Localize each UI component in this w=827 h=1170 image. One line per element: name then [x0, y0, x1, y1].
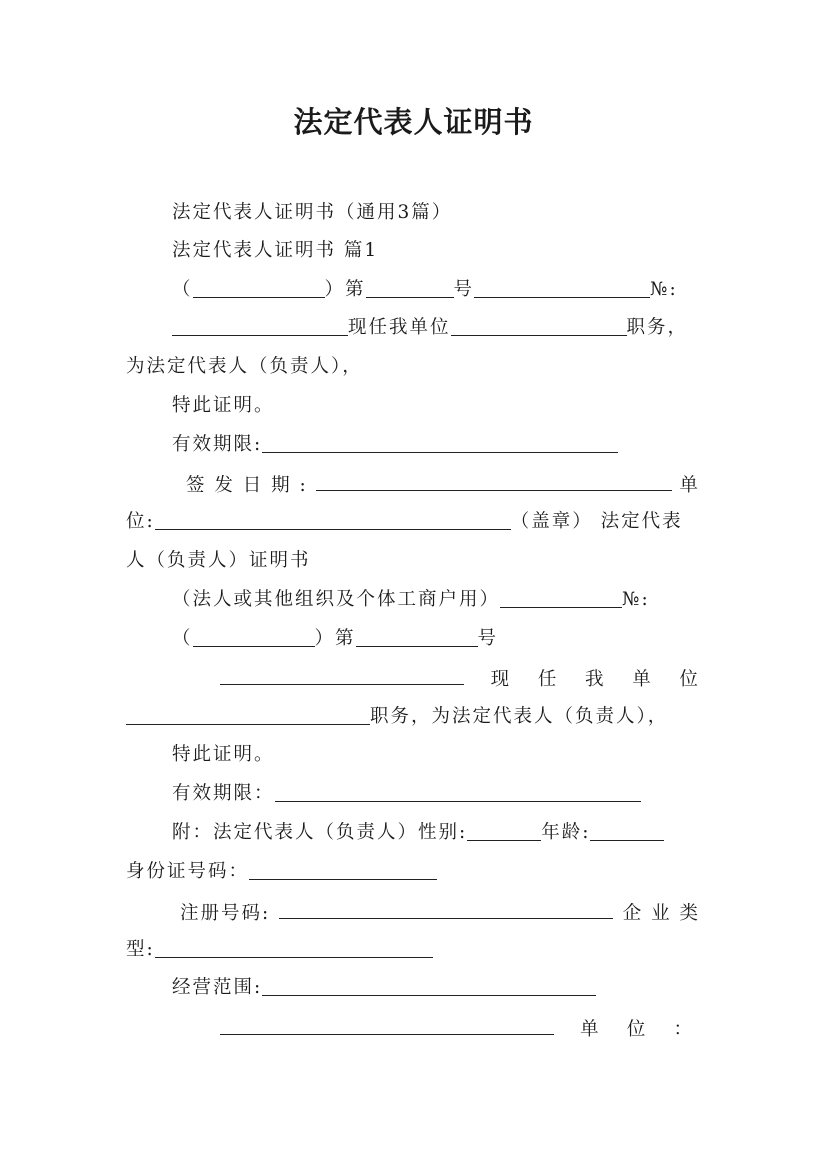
text: №: — [650, 279, 678, 300]
doc-line — [172, 975, 596, 1001]
text: 有效期限: — [172, 434, 263, 455]
doc-line — [220, 664, 700, 693]
text: 位: — [126, 511, 155, 532]
text: 位 — [679, 669, 700, 690]
doc-line — [126, 509, 683, 535]
blank-line — [316, 470, 672, 491]
doc-line — [172, 277, 678, 303]
text: №: — [622, 589, 650, 610]
text: 职务， — [626, 317, 689, 338]
doc-line — [126, 354, 363, 380]
text: 号 — [477, 628, 499, 649]
doc-line — [172, 393, 275, 419]
doc-line — [126, 548, 311, 574]
text: （ — [172, 628, 193, 649]
doc-line — [126, 937, 433, 963]
blank-line — [590, 820, 664, 841]
blank-line — [262, 975, 596, 996]
blank-line — [155, 937, 433, 958]
text: （ — [172, 279, 193, 300]
doc-line — [220, 1014, 694, 1043]
text: （法人或其他组织及个体工商户用） — [172, 589, 501, 610]
doc-line — [172, 742, 275, 768]
doc-line — [172, 200, 452, 226]
blank-line — [474, 277, 650, 298]
text: 特此证明。 — [172, 744, 275, 765]
doc-line — [180, 898, 700, 927]
doc-line — [172, 315, 688, 341]
doc-line — [126, 859, 437, 885]
text: 注册号码: — [180, 903, 271, 924]
text: 年龄: — [541, 822, 591, 843]
blank-line — [262, 432, 618, 453]
text: 人（负责人）证明书 — [126, 550, 311, 571]
text: 现任我单位 — [348, 317, 451, 338]
text: 法定代表人证明书 篇1 — [172, 240, 379, 261]
doc-line — [172, 238, 378, 264]
text: （盖章） 法定代表 — [510, 511, 683, 532]
text: 职务，为法定代表人（负责人）， — [370, 706, 669, 727]
blank-line — [500, 587, 622, 608]
text: 单 — [679, 475, 700, 496]
blank-line — [275, 781, 641, 802]
text: ： — [673, 1019, 694, 1040]
text: 有效期限： — [172, 783, 275, 804]
text: ）第 — [314, 628, 356, 649]
doc-line — [172, 781, 641, 807]
blank-line — [126, 704, 370, 725]
blank-line — [366, 277, 454, 298]
text: 为法定代表人（负责人）， — [126, 356, 363, 377]
blank-line — [467, 820, 541, 841]
blank-line — [172, 315, 348, 336]
text: 企 业 类 — [622, 903, 700, 924]
text: 签 发 日 期 : — [186, 475, 308, 496]
text: 我 — [585, 669, 606, 690]
doc-line — [172, 626, 498, 652]
text: 身份证号码： — [126, 861, 250, 882]
blank-line — [220, 1014, 554, 1035]
text: 附：法定代表人（负责人）性别: — [172, 822, 468, 843]
text: 号 — [453, 279, 475, 300]
text: 单 — [580, 1019, 601, 1040]
doc-line — [126, 704, 668, 730]
text: 任 — [537, 669, 559, 690]
text: 现 — [490, 669, 512, 690]
blank-line — [193, 626, 315, 647]
text: 特此证明。 — [172, 395, 275, 416]
doc-line — [172, 820, 664, 846]
blank-line — [220, 664, 464, 685]
doc-line — [186, 470, 700, 499]
blank-line — [193, 277, 325, 298]
blank-line — [249, 859, 437, 880]
doc-line — [172, 587, 650, 613]
blank-line — [451, 315, 627, 336]
text: 法定代表人证明书（通用3篇） — [172, 202, 453, 223]
blank-line — [155, 509, 511, 530]
text: 单 — [632, 669, 653, 690]
document-title: 法定代表人证明书 — [293, 105, 534, 139]
text: 经营范围: — [172, 977, 263, 998]
text: 位 — [626, 1019, 648, 1040]
text: ）第 — [324, 279, 366, 300]
blank-line — [356, 626, 478, 647]
blank-line — [279, 898, 613, 919]
doc-line — [172, 432, 618, 458]
text: 型: — [126, 939, 155, 960]
